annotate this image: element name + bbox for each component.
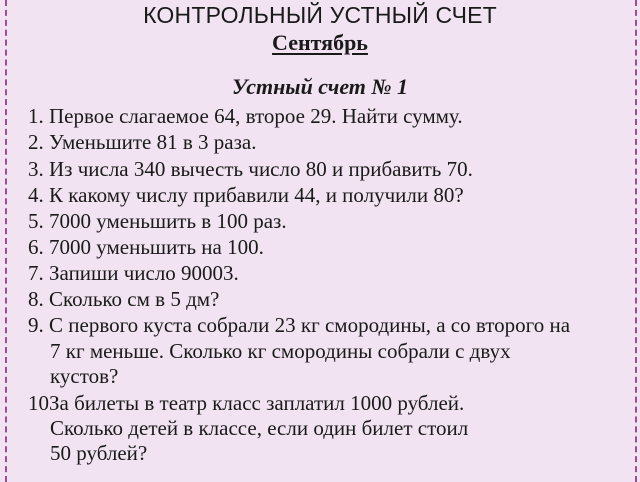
task-line-7: 7. Запиши число 90003. bbox=[28, 261, 239, 285]
task-line-9-cont-2: кустов? bbox=[50, 364, 119, 388]
task-line-9-cont-1: 7 кг меньше. Сколько кг смородины собрали с двух bbox=[50, 339, 511, 363]
document-title: КОНТРОЛЬНЫЙ УСТНЫЙ СЧЕТ bbox=[143, 2, 497, 28]
task-line-4: 4. К какому числу прибавили 44, и получили 80? bbox=[28, 183, 464, 207]
dashed-border-left bbox=[5, 0, 7, 482]
task-line-8: 8. Сколько см в 5 дм? bbox=[28, 287, 220, 311]
month-heading bbox=[0, 30, 640, 56]
task-line-10: 10За билеты в театр класс заплатил 1000 рублей. bbox=[28, 391, 465, 415]
task-line-10-cont-2: 50 рублей? bbox=[50, 441, 148, 465]
task-line-6: 6. 7000 уменьшить на 100. bbox=[28, 235, 264, 259]
month-text: Сентябрь bbox=[272, 30, 368, 55]
dashed-border-right bbox=[635, 0, 637, 482]
task-line-9: 9. С первого куста собрали 23 кг смородины, а со второго на bbox=[28, 313, 571, 337]
task-line-5: 5. 7000 уменьшить в 100 раз. bbox=[28, 209, 287, 233]
section-heading: Устный счет № 1 bbox=[231, 74, 409, 99]
task-line-10-cont-1: Сколько детей в классе, если один билет стоил bbox=[50, 416, 469, 440]
task-line-1: 1. Первое слагаемое 64, второе 29. Найти сумму. bbox=[28, 104, 463, 128]
task-line-2: 2. Уменьшите 81 в 3 раза. bbox=[28, 130, 257, 154]
task-line-3: 3. Из числа 340 вычесть число 80 и прибавить 70. bbox=[28, 157, 473, 181]
